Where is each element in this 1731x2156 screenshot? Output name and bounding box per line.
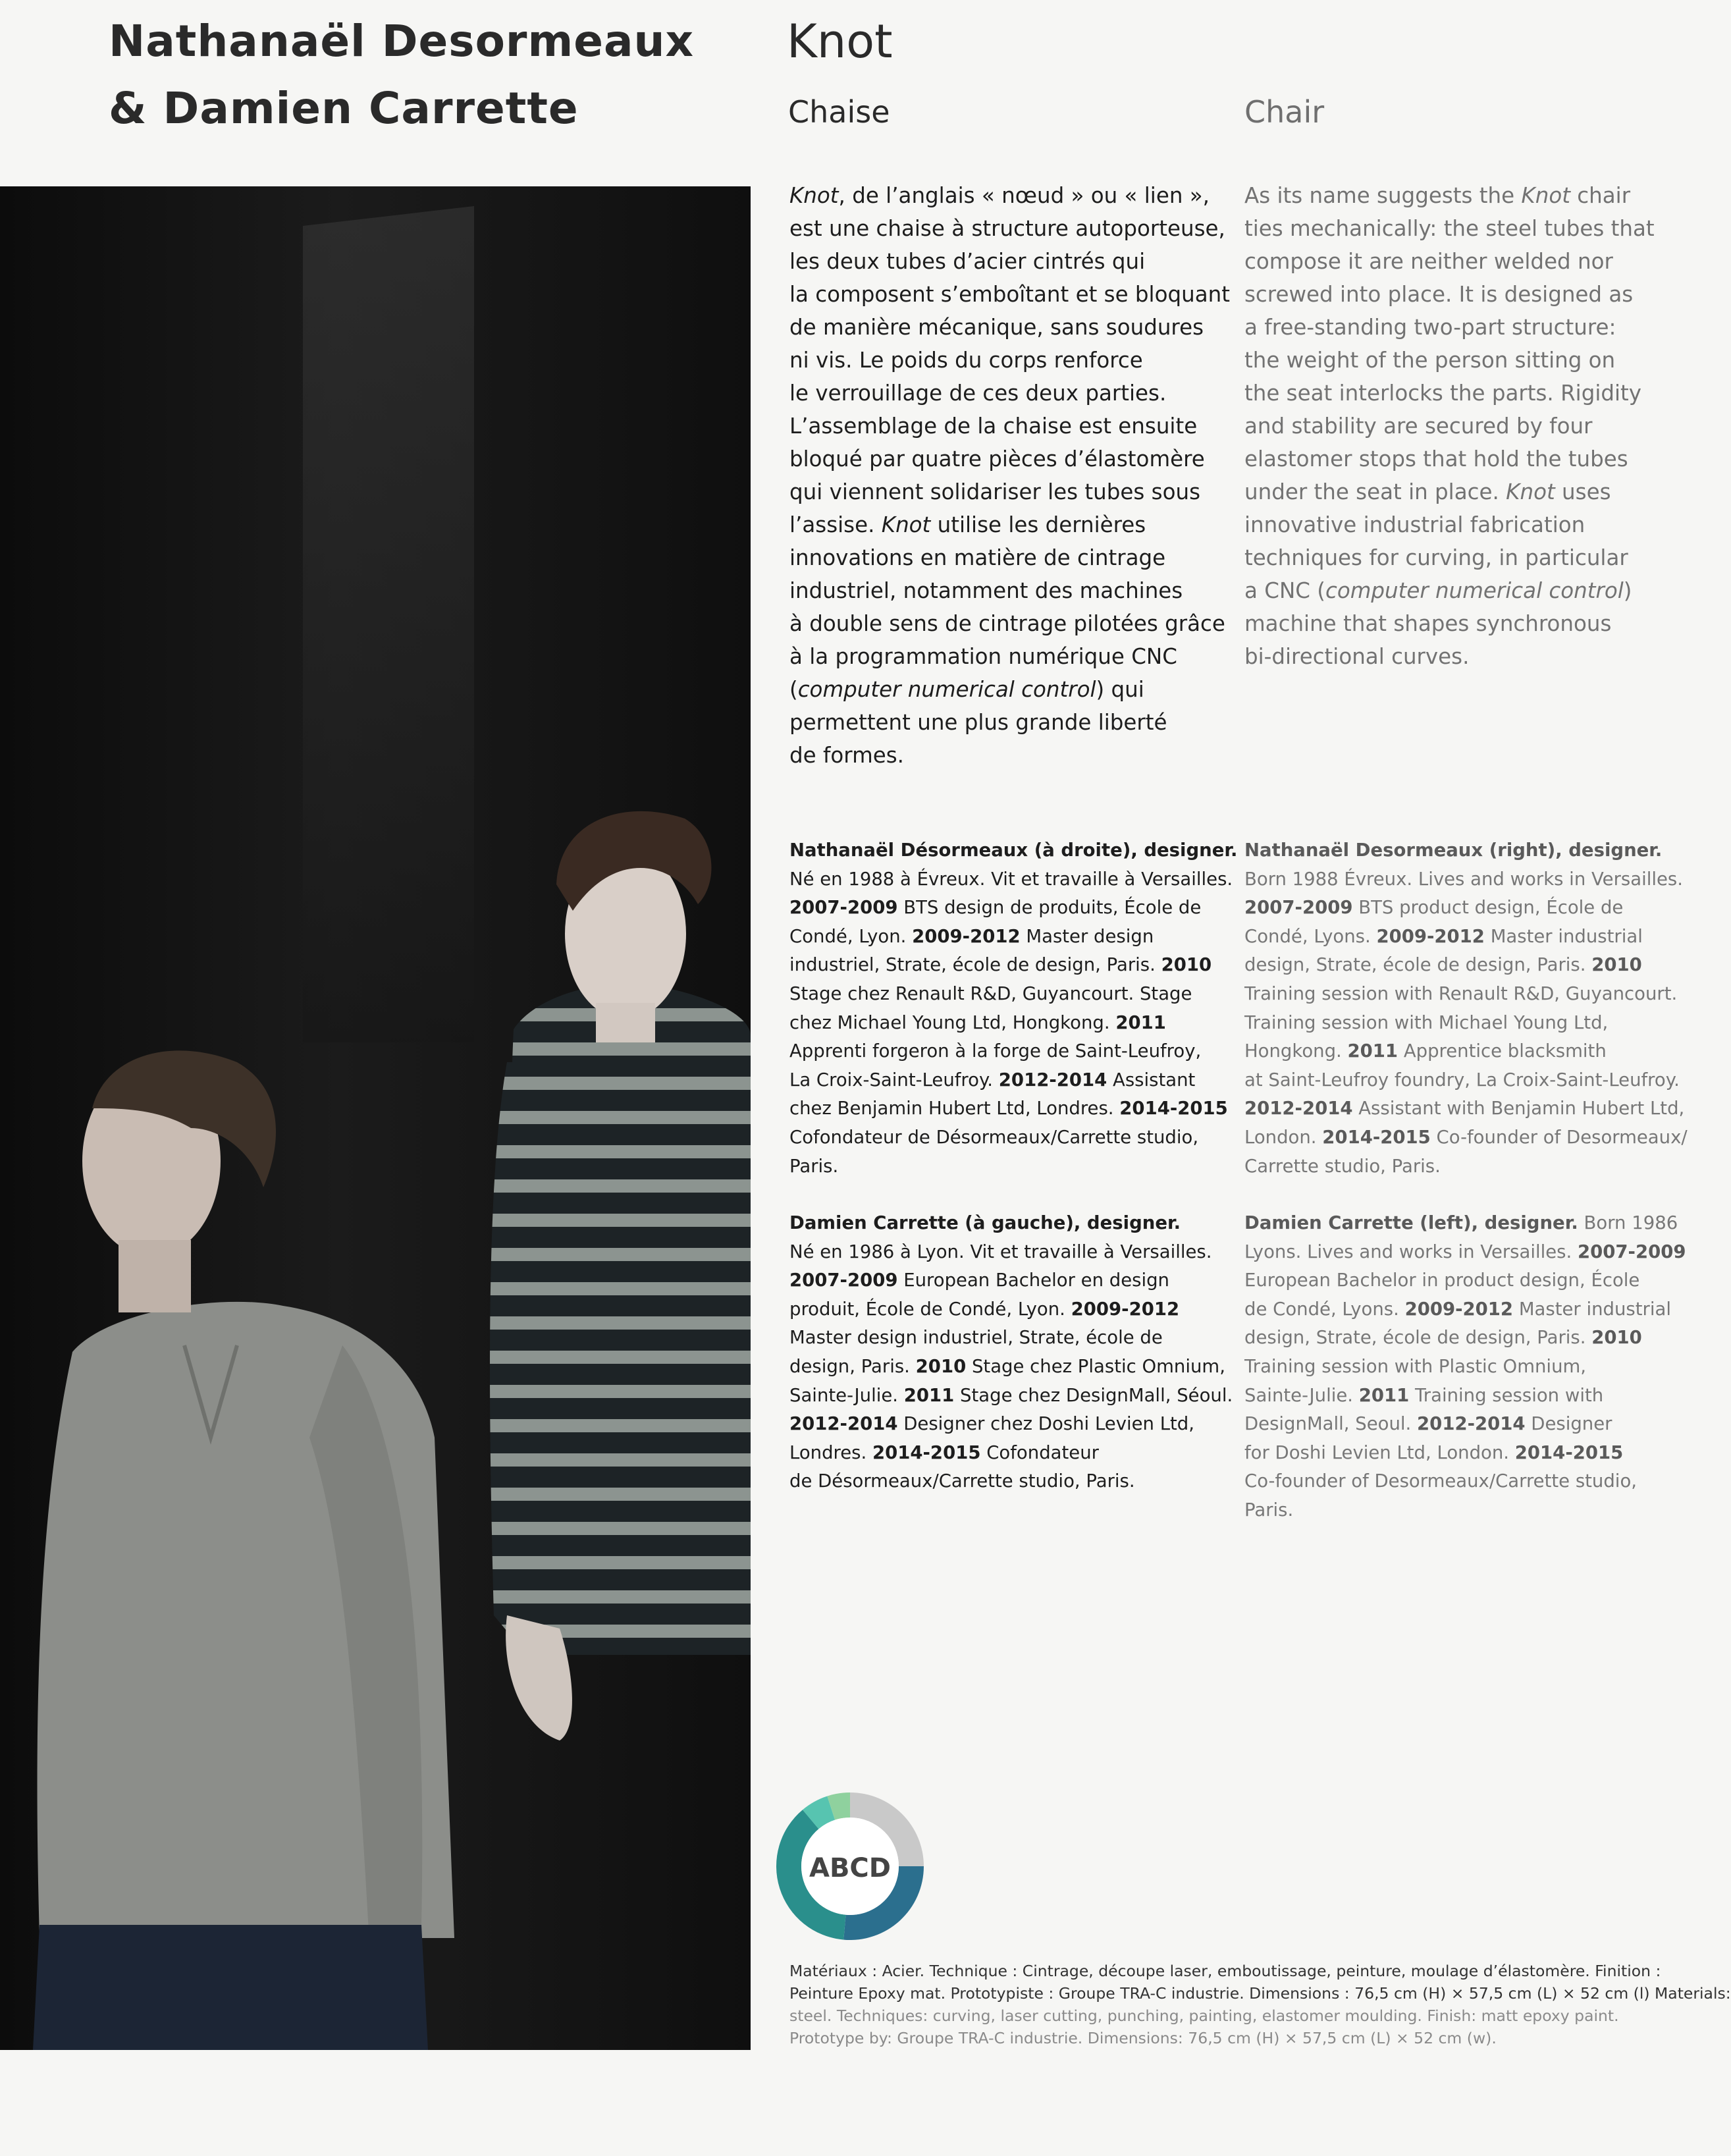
- text-line: Stage chez Renault R&D, Guyancourt. Stage: [789, 983, 1192, 1004]
- text-line: chez Michael Young Ltd, Hongkong. 2011: [789, 1011, 1166, 1033]
- text-line: compose it are neither welded nor: [1244, 249, 1613, 274]
- text-line: Hongkong. 2011 Apprentice blacksmith: [1244, 1040, 1607, 1062]
- text-line: le verrouillage de ces deux parties.: [789, 381, 1167, 406]
- text-line: Cofondateur de Désormeaux/Carrette studio,: [789, 1126, 1199, 1148]
- text-line: machine that shapes synchronous: [1244, 611, 1612, 636]
- subtitle-french: Chaise: [788, 94, 890, 130]
- text-line: a CNC (computer numerical control): [1244, 578, 1632, 603]
- details-line-3: steel. Techniques: curving, laser cutting, punching, painting, elastomer moulding. Finish: matt epoxy paint.: [789, 2007, 1619, 2025]
- text-line: under the seat in place. Knot uses: [1244, 479, 1611, 504]
- text-line: la composent s’emboîtant et se bloquant: [789, 282, 1230, 307]
- designers-title: [109, 8, 734, 142]
- text-line: Nathanaël Desormeaux (right), designer.: [1244, 840, 1663, 861]
- technical-details: [789, 1960, 1731, 2049]
- text-line: L’assemblage de la chaise est ensuite: [789, 414, 1198, 439]
- text-line: techniques for curving, in particular: [1244, 545, 1628, 570]
- abcd-logo: [774, 1790, 926, 1943]
- bio-nathanael-french: [789, 836, 1238, 1181]
- text-line: design, Paris. 2010 Stage chez Plastic Omnium,: [789, 1355, 1225, 1377]
- text-line: the seat interlocks the parts. Rigidity: [1244, 381, 1641, 406]
- text-line: Apprenti forgeron à la forge de Saint-Leufroy,: [789, 1040, 1202, 1062]
- text-line: 2007-2009 European Bachelor en design: [789, 1270, 1169, 1291]
- text-line: Damien Carrette (left), designer. Born 1986: [1244, 1212, 1678, 1233]
- text-line: 2012-2014 Designer chez Doshi Levien Ltd,: [789, 1413, 1195, 1435]
- text-line: Paris.: [789, 1155, 839, 1177]
- text-line: Sainte-Julie. 2011 Stage chez DesignMall, Séoul.: [789, 1384, 1233, 1406]
- text-line: Co-founder of Desormeaux/Carrette studio,: [1244, 1470, 1638, 1492]
- text-line: a free-standing two-part structure:: [1244, 315, 1616, 340]
- text-line: à double sens de cintrage pilotées grâce: [789, 611, 1225, 636]
- text-line: Condé, Lyons. 2009-2012 Master industrial: [1244, 925, 1643, 947]
- text-line: DesignMall, Seoul. 2012-2014 Designer: [1244, 1413, 1612, 1435]
- designer-name-line-1: Nathanaël Desormeaux: [109, 16, 695, 67]
- details-line-2: Peinture Epoxy mat. Prototypiste : Groupe TRA-C industrie. Dimensions : 76,5 cm (H) × 57,5 cm (L) × 52 cm (l) Materials:: [789, 1984, 1731, 2003]
- text-line: European Bachelor in product design, École: [1244, 1270, 1640, 1291]
- text-line: Master design industriel, Strate, école de: [789, 1327, 1163, 1349]
- text-line: bi-directional curves.: [1244, 644, 1470, 669]
- text-line: Carrette studio, Paris.: [1244, 1155, 1441, 1177]
- text-line: les deux tubes d’acier cintrés qui: [789, 249, 1146, 274]
- text-line: design, Strate, école de design, Paris. 2010: [1244, 1327, 1642, 1349]
- text-line: qui viennent solidariser les tubes sous: [789, 479, 1201, 504]
- text-line: Né en 1988 à Évreux. Vit et travaille à Versailles.: [789, 868, 1233, 890]
- text-line: and stability are secured by four: [1244, 414, 1593, 439]
- text-line: chez Benjamin Hubert Ltd, Londres. 2014-2015: [789, 1098, 1228, 1119]
- text-line: 2012-2014 Assistant with Benjamin Hubert Ltd,: [1244, 1098, 1685, 1119]
- text-line: Training session with Michael Young Ltd,: [1244, 1011, 1609, 1033]
- text-line: innovations en matière de cintrage: [789, 545, 1166, 570]
- text-line: Condé, Lyon. 2009-2012 Master design: [789, 925, 1154, 947]
- text-line: As its name suggests the Knot chair: [1244, 183, 1631, 208]
- designers-photo: [0, 186, 751, 2050]
- description-english: [1244, 179, 1655, 673]
- subtitle-english: Chair: [1244, 94, 1325, 130]
- text-line: permettent une plus grande liberté: [789, 710, 1167, 735]
- text-line: Né en 1986 à Lyon. Vit et travaille à Versailles.: [789, 1241, 1212, 1262]
- text-line: Sainte-Julie. 2011 Training session with: [1244, 1384, 1604, 1406]
- text-line: Training session with Plastic Omnium,: [1244, 1355, 1587, 1377]
- bio-damien-english: [1244, 1209, 1686, 1525]
- text-line: London. 2014-2015 Co-founder of Desormeaux/: [1244, 1126, 1688, 1148]
- text-line: industriel, notamment des machines: [789, 578, 1183, 603]
- text-line: l’assise. Knot utilise les dernières: [789, 512, 1146, 537]
- designer-name-line-2: & Damien Carrette: [109, 83, 579, 134]
- text-line: de formes.: [789, 743, 904, 768]
- text-line: design, Strate, école de design, Paris. 2010: [1244, 954, 1642, 976]
- text-line: Londres. 2014-2015 Cofondateur: [789, 1442, 1099, 1463]
- details-line-4: Prototype by: Groupe TRA-C industrie. Dimensions: 76,5 cm (H) × 57,5 cm (L) × 52 cm (w).: [789, 2029, 1497, 2047]
- text-line: Paris.: [1244, 1499, 1294, 1521]
- text-line: Damien Carrette (à gauche), designer.: [789, 1212, 1181, 1233]
- text-line: elastomer stops that hold the tubes: [1244, 446, 1628, 472]
- text-line: innovative industrial fabrication: [1244, 512, 1585, 537]
- description-french: [789, 179, 1230, 772]
- bio-damien-french: [789, 1209, 1233, 1496]
- text-line: produit, École de Condé, Lyon. 2009-2012: [789, 1298, 1180, 1320]
- text-line: 2007-2009 BTS design de produits, École de: [789, 897, 1202, 919]
- text-line: industriel, Strate, école de design, Paris. 2010: [789, 954, 1212, 976]
- text-line: est une chaise à structure autoporteuse,: [789, 216, 1225, 241]
- text-line: (computer numerical control) qui: [789, 677, 1144, 702]
- text-line: Born 1988 Évreux. Lives and works in Versailles.: [1244, 868, 1683, 890]
- product-name: Knot: [787, 14, 893, 68]
- text-line: the weight of the person sitting on: [1244, 348, 1616, 373]
- text-line: Training session with Renault R&D, Guyancourt.: [1244, 983, 1678, 1004]
- text-line: screwed into place. It is designed as: [1244, 282, 1634, 307]
- details-line-1: Matériaux : Acier. Technique : Cintrage, découpe laser, emboutissage, peinture, moulage d’élastomère. Finition :: [789, 1962, 1661, 1980]
- text-line: Lyons. Lives and works in Versailles. 2007-2009: [1244, 1241, 1686, 1262]
- bio-nathanael-english: [1244, 836, 1688, 1181]
- logo-text: ABCD: [809, 1853, 892, 1883]
- text-line: bloqué par quatre pièces d’élastomère: [789, 446, 1205, 472]
- text-line: à la programmation numérique CNC: [789, 644, 1177, 669]
- text-line: La Croix-Saint-Leufroy. 2012-2014 Assistant: [789, 1069, 1196, 1091]
- text-line: ni vis. Le poids du corps renforce: [789, 348, 1143, 373]
- text-line: at Saint-Leufroy foundry, La Croix-Saint-Leufroy.: [1244, 1069, 1680, 1091]
- text-line: ties mechanically: the steel tubes that: [1244, 216, 1655, 241]
- text-line: de manière mécanique, sans soudures: [789, 315, 1204, 340]
- text-line: 2007-2009 BTS product design, École de: [1244, 897, 1624, 919]
- text-line: de Désormeaux/Carrette studio, Paris.: [789, 1470, 1135, 1492]
- text-line: de Condé, Lyons. 2009-2012 Master industrial: [1244, 1298, 1671, 1320]
- text-line: Knot, de l’anglais « nœud » ou « lien »,: [789, 183, 1210, 208]
- text-line: for Doshi Levien Ltd, London. 2014-2015: [1244, 1442, 1624, 1463]
- text-line: Nathanaël Désormeaux (à droite), designer.: [789, 840, 1238, 861]
